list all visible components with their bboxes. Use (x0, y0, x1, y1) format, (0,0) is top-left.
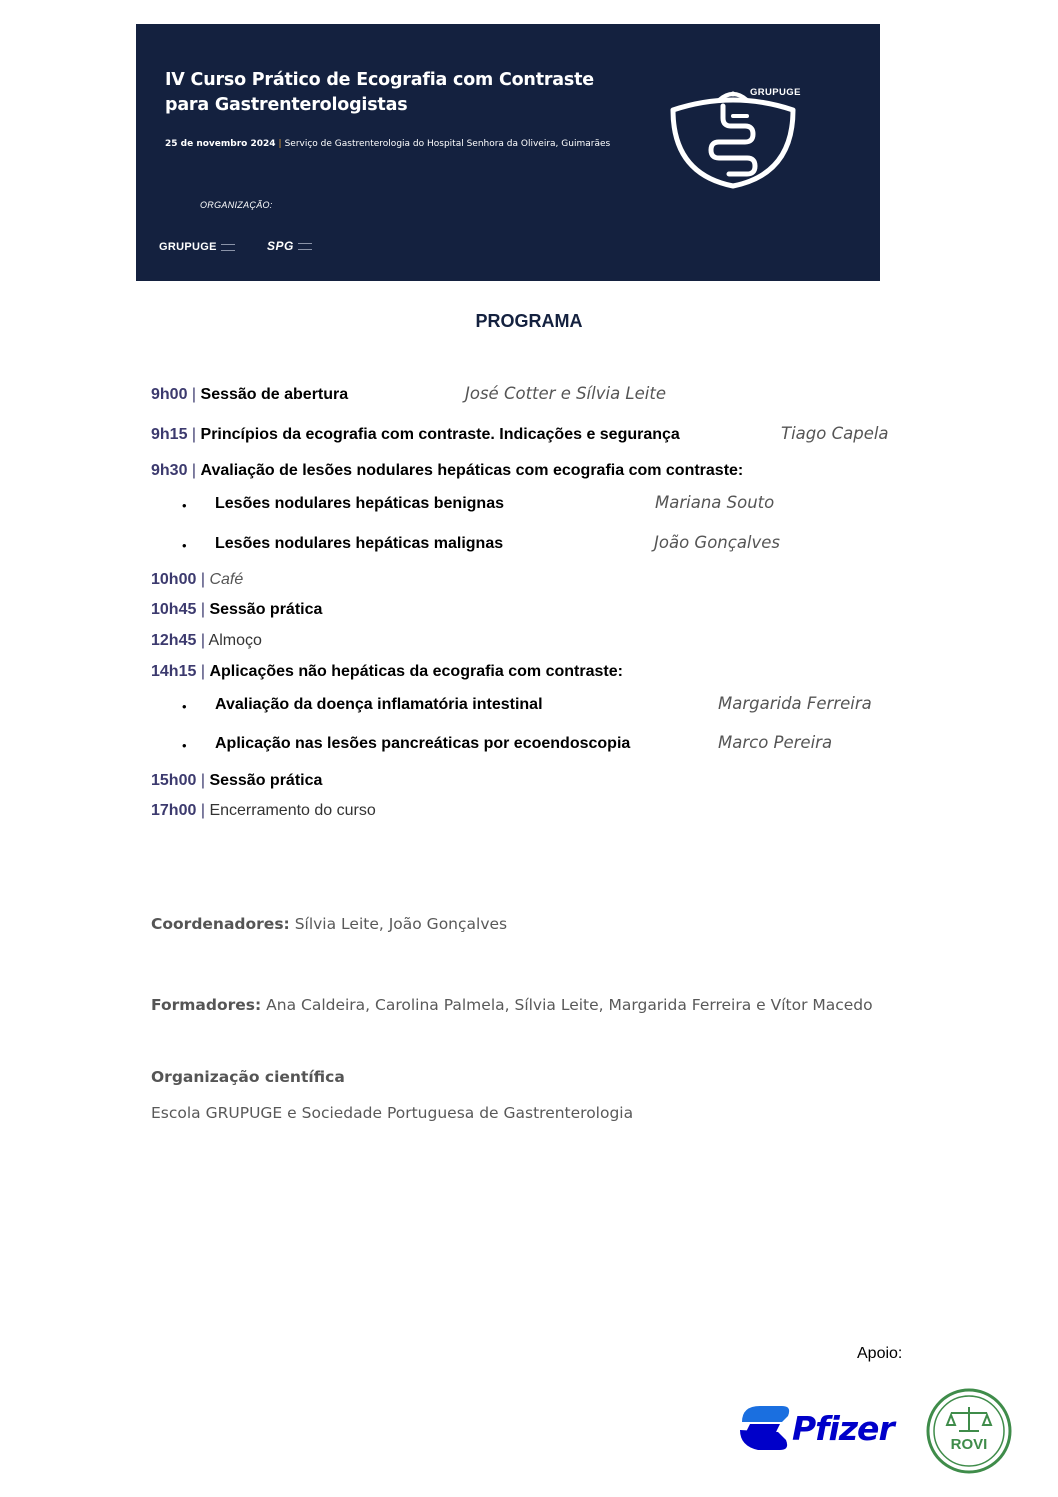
separator: | (191, 426, 197, 443)
separator: | (191, 386, 197, 403)
trainers-label: Formadores: (151, 996, 262, 1014)
separator: | (191, 462, 197, 479)
schedule-row (151, 462, 743, 480)
schedule-row (151, 632, 262, 650)
trainers (151, 996, 873, 1014)
speaker: Marco Pereira (718, 733, 833, 752)
separator: | (200, 802, 205, 819)
grupuge-emblem-icon (667, 86, 799, 190)
separator: | (200, 601, 205, 618)
support-label: Apoio: (857, 1345, 903, 1362)
speaker: Mariana Souto (655, 493, 775, 512)
speaker: Tiago Capela (781, 424, 889, 443)
scientific-org-label (151, 1068, 345, 1086)
course-title-line2: para Gastrenterologistas (165, 95, 408, 115)
time: 10h45 (151, 601, 197, 618)
rovi-logo (925, 1387, 1013, 1475)
sub-session-label: Avaliação da doença inflamatória intestinal (215, 696, 543, 713)
coordinators-label: Coordenadores: (151, 915, 290, 933)
course-title-line1: IV Curso Prático de Ecografia com Contraste (165, 70, 594, 90)
course-date: 25 de novembro 2024 (165, 139, 276, 149)
session-label: Princípios da ecografia com contraste. Indicações e segurança (200, 426, 680, 443)
session-label: Sessão prática (209, 772, 323, 789)
rovi-wordmark: ROVI (950, 1436, 988, 1453)
sub-session-label: Lesões nodulares hepáticas benignas (215, 495, 504, 512)
coordinators (151, 915, 507, 933)
time: 14h15 (151, 663, 197, 680)
session-label: Avaliação de lesões nodulares hepáticas com ecografia com contraste: (200, 462, 744, 479)
session-label: Almoço (208, 632, 262, 649)
spg-org-text: SPG (267, 239, 294, 253)
spg-org-logo (267, 239, 312, 253)
course-date-venue (165, 139, 610, 149)
rovi-seal-icon (925, 1387, 1013, 1475)
trainers-value: Ana Caldeira, Carolina Palmela, Sílvia Leite, Margarida Ferreira e Vítor Macedo (266, 996, 873, 1014)
schedule-row (151, 802, 376, 820)
time: 9h00 (151, 386, 188, 403)
session-label: Encerramento do curso (209, 802, 376, 819)
scientific-org-heading: Organização científica (151, 1068, 345, 1086)
coordinators-value: Sílvia Leite, João Gonçalves (294, 915, 508, 933)
session-label: Sessão de abertura (200, 386, 349, 403)
session-label: Café (209, 571, 244, 588)
speaker: João Gonçalves (654, 533, 781, 552)
separator: | (200, 571, 205, 588)
organization-label: ORGANIZAÇÃO: (200, 200, 273, 210)
bullet-icon: • (182, 738, 187, 753)
separator: | (200, 663, 205, 680)
session-label: Aplicações não hepáticas da ecografia com contraste: (209, 663, 623, 680)
scientific-org-value: Escola GRUPUGE e Sociedade Portuguesa de Gastrenterologia (151, 1104, 634, 1122)
speaker: Margarida Ferreira (718, 694, 872, 713)
schedule-row (151, 386, 348, 404)
time: 9h30 (151, 462, 188, 479)
session-label: Sessão prática (209, 601, 323, 618)
separator: | (200, 632, 205, 649)
program-title: PROGRAMA (475, 311, 583, 331)
separator: | (200, 772, 205, 789)
bullet-icon: • (182, 538, 187, 553)
grupuge-org-text: GRUPUGE (159, 241, 217, 253)
schedule-row (151, 426, 680, 444)
schedule-row (151, 663, 623, 681)
logo-tagline-mark (298, 243, 312, 250)
separator: | (278, 139, 282, 149)
sub-session-label: Lesões nodulares hepáticas malignas (215, 535, 504, 552)
pfizer-logo (736, 1400, 894, 1462)
schedule-row (151, 601, 322, 619)
sub-session-label: Aplicação nas lesões pancreáticas por ecoendoscopia (215, 735, 631, 752)
bullet-icon: • (182, 498, 187, 513)
schedule-row (151, 571, 243, 589)
bullet-icon: • (182, 699, 187, 714)
time: 12h45 (151, 632, 197, 649)
course-venue: Serviço de Gastrenterologia do Hospital Senhora da Oliveira, Guimarães (284, 139, 611, 149)
logo-tagline-mark (221, 244, 235, 251)
grupuge-org-logo (159, 241, 235, 253)
time: 9h15 (151, 426, 188, 443)
time: 10h00 (151, 571, 197, 588)
pfizer-wordmark: Pfizer (792, 1409, 894, 1448)
speaker: José Cotter e Sílvia Leite (465, 384, 666, 403)
grupuge-brand-text: GRUPUGE (750, 87, 801, 98)
time: 17h00 (151, 802, 197, 819)
course-title (165, 68, 594, 118)
time: 15h00 (151, 772, 197, 789)
schedule-row (151, 772, 322, 790)
header-banner (136, 24, 880, 281)
